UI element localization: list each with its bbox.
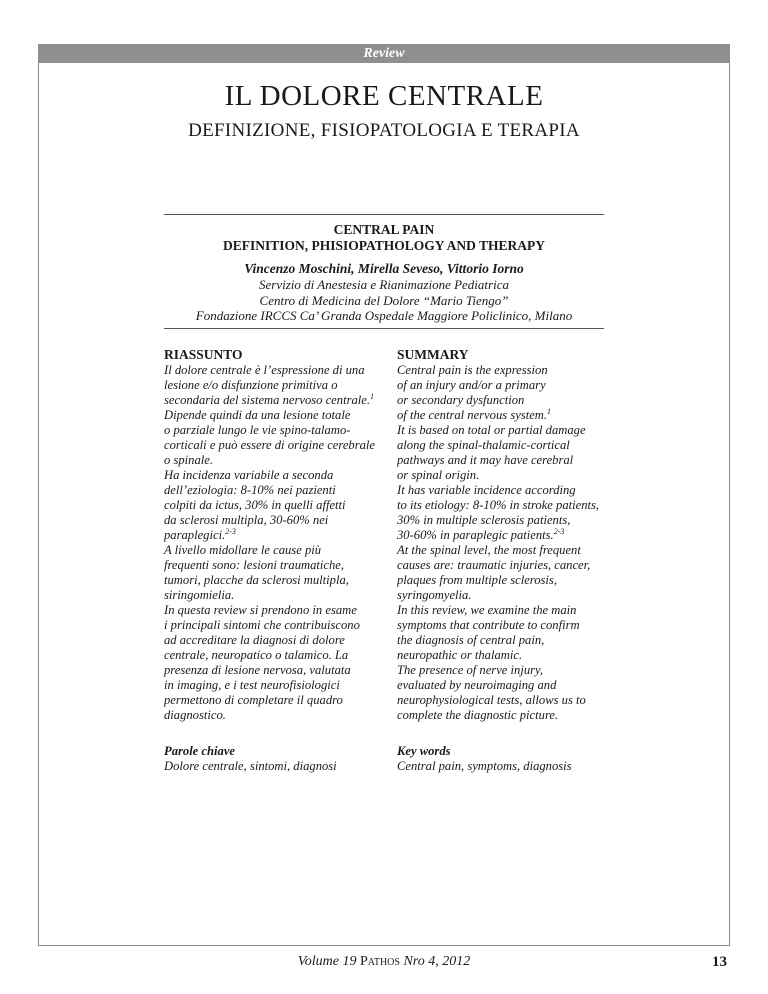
body-line: da sclerosi multipla, 30-60% nei (164, 513, 329, 527)
footer-issue: Nro 4, 2012 (403, 954, 471, 969)
body-line: paraplegici.$^{2-3}$ (164, 526, 236, 542)
affiliation-line: Servizio di Anestesia e Rianimazione Pediatrica (259, 277, 509, 292)
body-line: neuropathic or thalamic. (397, 648, 523, 662)
body-line: Ha incidenza variabile a seconda (164, 468, 334, 482)
english-title-line-2: DEFINITION, PHISIOPATHOLOGY AND THERAPY (222, 238, 546, 253)
summary-heading: SUMMARY (397, 347, 469, 362)
body-line: permettono di completare il quadro (164, 693, 343, 707)
body-line: of an injury and/or a primary (397, 378, 546, 392)
body-line: frequenti sono: lesioni traumatiche, (164, 558, 345, 572)
body-line: 30-60% in paraplegic patients.$^{2-3}$ (397, 526, 565, 542)
body-line: At the spinal level, the most frequent (397, 543, 581, 557)
body-line: plaques from multiple sclerosis, (397, 573, 557, 587)
riassunto-heading: RIASSUNTO (164, 347, 243, 362)
affiliation-line: Centro di Medicina del Dolore “Mario Tiengo” (259, 292, 509, 308)
body-line: diagnostico. (164, 708, 226, 722)
header-rule-top (164, 214, 604, 215)
body-line: neurophysiological tests, allows us to (397, 693, 586, 707)
body-line: It has variable incidence according (397, 483, 576, 497)
body-line: A livello midollare le cause più (164, 543, 322, 557)
riassunto-column (164, 347, 379, 774)
article-title: IL DOLORE CENTRALE (224, 80, 544, 112)
keywords-heading-en: Key words (397, 744, 451, 758)
body-line: ad accreditare la diagnosi di dolore (164, 633, 345, 647)
body-line: or secondary dysfunction (397, 393, 525, 407)
body-line: along the spinal-thalamic-cortical (397, 438, 570, 452)
affiliations (0, 277, 768, 324)
body-line: o parziale lungo le vie spino-talamo- (164, 423, 351, 437)
article-subtitle: DEFINIZIONE, FISIOPATOLOGIA E TERAPIA (188, 120, 580, 141)
body-line: It is based on total or partial damage (397, 423, 586, 437)
footer-magazine: Pathos (359, 954, 400, 969)
body-line: to its etiology: 8-10% in stroke patients, (397, 498, 600, 512)
body-line: Dipende quindi da una lesione totale (164, 408, 351, 422)
body-line: centrale, neuropatico o talamico. La (164, 648, 349, 662)
summary-column (397, 347, 612, 774)
body-line: lesione e/o disfunzione primitiva o (164, 378, 338, 392)
page-frame (38, 44, 730, 946)
header-rule-bottom (164, 328, 604, 329)
body-line: causes are: traumatic injuries, cancer, (397, 558, 591, 572)
body-line: siringomielia. (164, 588, 235, 602)
body-line: In this review, we examine the main (397, 603, 577, 617)
authors: Vincenzo Moschini, Mirella Seveso, Vittorio Iorno (244, 261, 524, 276)
body-line: of the central nervous system.$^1$ (397, 406, 552, 422)
body-line: complete the diagnostic picture. (397, 708, 559, 722)
riassunto-body (164, 363, 379, 723)
english-title-line-1: CENTRAL PAIN (333, 222, 435, 237)
body-line: corticali e può essere di origine cerebrale (164, 438, 376, 452)
body-line: dell’eziologia: 8-10% nei pazienti (164, 483, 336, 497)
body-line: in imaging, e i test neurofisiologici (164, 678, 340, 692)
body-line: i principali sintomi che contribuiscono (164, 618, 360, 632)
body-line: The presence of nerve injury, (397, 663, 544, 677)
body-line: o spinale. (164, 453, 213, 467)
body-line: In questa review si prendono in esame (164, 603, 357, 617)
keywords-en: Central pain, symptoms, diagnosis (397, 759, 572, 773)
section-label: Review (38, 44, 730, 63)
reference-marker: 1 (370, 391, 375, 401)
reference-marker: 1 (547, 406, 552, 416)
body-line: pathways and it may have cerebral (397, 453, 574, 467)
body-line: Central pain is the expression (397, 363, 548, 377)
footer-volume: Volume 19 (297, 954, 357, 969)
reference-marker: 2-3 (553, 526, 565, 536)
footer-citation (0, 954, 768, 970)
keywords-it: Dolore centrale, sintomi, diagnosi (164, 759, 337, 773)
summary-body (397, 363, 612, 723)
reference-marker: 2-3 (225, 526, 236, 536)
affiliation-line: Fondazione IRCCS Ca’ Granda Ospedale Maggiore Policlinico, Milano (195, 308, 573, 323)
body-line: the diagnosis of central pain, (397, 633, 545, 647)
page-number: 13 (712, 954, 727, 970)
body-line: 30% in multiple sclerosis patients, (397, 513, 571, 527)
english-title (0, 222, 768, 254)
body-line: secondaria del sistema nervoso centrale.$^1$ (164, 391, 375, 407)
body-line: Il dolore centrale è l’espressione di una (164, 363, 365, 377)
body-line: evaluated by neuroimaging and (397, 678, 557, 692)
body-line: colpiti da ictus, 30% in quelli affetti (164, 498, 346, 512)
body-line: presenza di lesione nervosa, valutata (164, 663, 351, 677)
body-line: tumori, placche da sclerosi multipla, (164, 573, 349, 587)
body-line: syringomyelia. (397, 588, 472, 602)
keywords-heading-it: Parole chiave (164, 744, 235, 758)
body-line: symptoms that contribute to confirm (397, 618, 580, 632)
body-line: or spinal origin. (397, 468, 480, 482)
